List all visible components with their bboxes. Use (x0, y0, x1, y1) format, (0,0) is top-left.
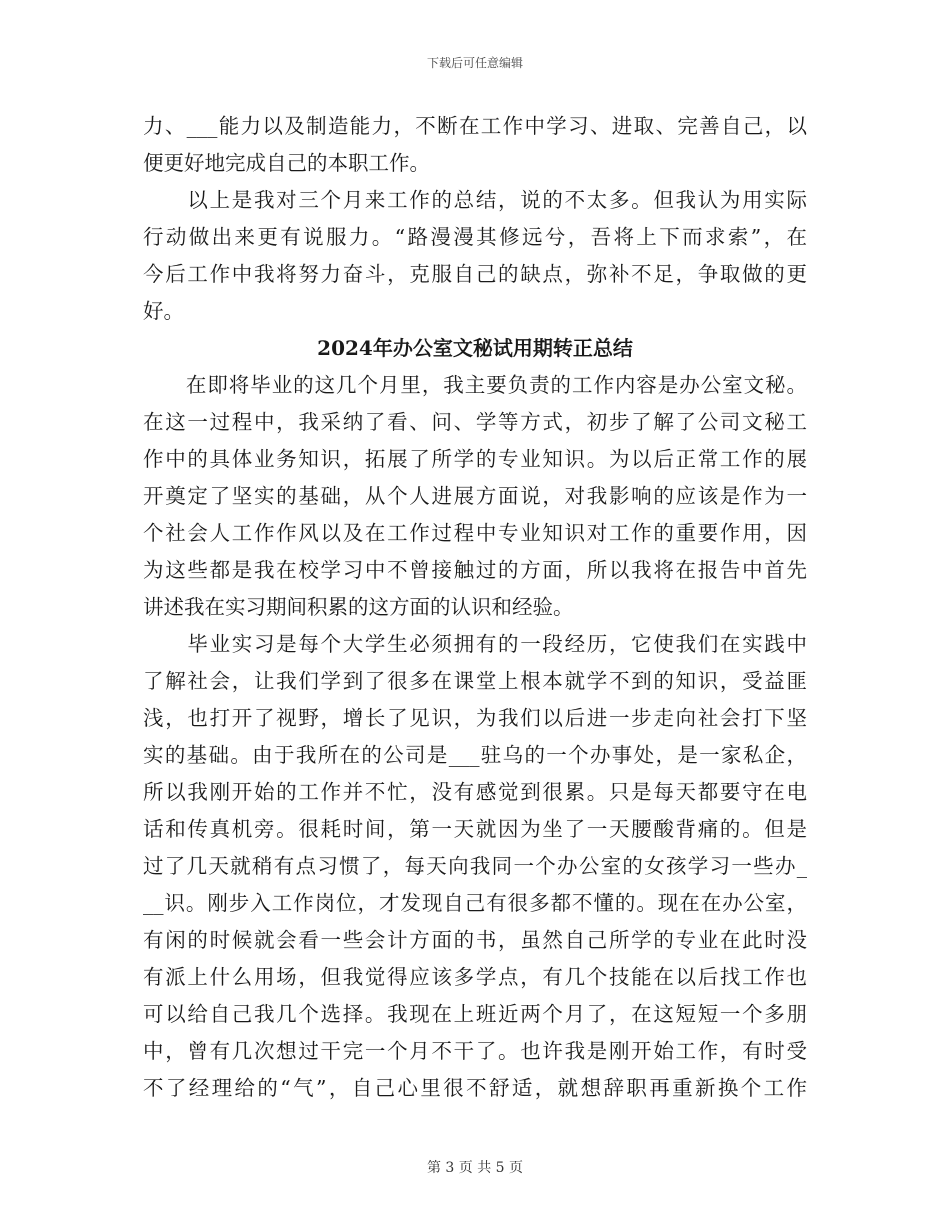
text-line: 便更好地完成自己的本职工作。 (143, 151, 430, 175)
text-line: 个社会人工作作风以及在工作过程中专业知识对工作的重要作用，因 (143, 521, 807, 545)
text-line: 力、___能力以及制造能力，不断在工作中学习、进取、完善自己，以 (143, 114, 807, 138)
text-line: 所以我刚开始的工作并不忙，没有感觉到很累。只是每天都要守在电 (143, 780, 807, 804)
text-line: 讲述我在实习期间积累的这方面的认识和经验。 (143, 595, 574, 619)
text-line: 了解社会，让我们学到了很多在课堂上根本就学不到的知识，受益匪 (143, 669, 807, 693)
document-body (143, 108, 807, 1107)
text-line: 不了经理给的“气”，自己心里很不舒适，就想辞职再重新换个工作 (143, 1076, 807, 1100)
text-line: 以上是我对三个月来工作的总结，说的不太多。但我认为用实际 (143, 188, 807, 212)
text-line: 在即将毕业的这几个月里，我主要负责的工作内容是办公室文秘。 (143, 373, 807, 397)
text-line: 实的基础。由于我所在的公司是___驻乌的一个办事处，是一家私企， (143, 743, 807, 767)
text-line: 话和传真机旁。很耗时间，第一天就因为坐了一天腰酸背痛的。但是 (143, 817, 807, 841)
page-header: 下载后可任意编辑 (426, 56, 523, 70)
text-line: 中，曾有几次想过干完一个月不干了。也许我是刚开始工作，有时受 (143, 1039, 807, 1063)
text-line: 好。 (143, 299, 184, 323)
text-line: 在这一过程中，我采纳了看、问、学等方式，初步了解了公司文秘工 (143, 410, 807, 434)
text-line: 可以给自己我几个选择。我现在上班近两个月了，在这短短一个多朋 (143, 1002, 807, 1026)
text-line: 作中的具体业务知识，拓展了所学的专业知识。为以后正常工作的展 (143, 447, 807, 471)
page-footer: 第 3 页 共 5 页 (426, 1160, 524, 1176)
section-title: 2024年办公室文秘试用期转正总结 (317, 336, 633, 360)
text-line: 开奠定了坚实的基础，从个人进展方面说，对我影响的应该是作为一 (143, 484, 807, 508)
text-line: 有派上什么用场，但我觉得应该多学点，有几个技能在以后找工作也 (143, 965, 807, 989)
text-line: 浅，也打开了视野，增长了见识，为我们以后进一步走向社会打下坚 (143, 706, 807, 730)
text-line: 过了几天就稍有点习惯了，每天向我同一个办公室的女孩学习一些办_ (143, 854, 807, 878)
text-line: 今后工作中我将努力奋斗，克服自己的缺点，弥补不足，争取做的更 (143, 262, 807, 286)
text-line: 为这些都是我在校学习中不曾接触过的方面，所以我将在报告中首先 (143, 558, 807, 582)
text-line: 有闲的时候就会看一些会计方面的书，虽然自己所学的专业在此时没 (143, 928, 807, 952)
text-line: 毕业实习是每个大学生必须拥有的一段经历，它使我们在实践中 (143, 632, 807, 656)
text-line: __识。刚步入工作岗位，才发现自己有很多都不懂的。现在在办公室， (143, 891, 807, 915)
text-line: 行动做出来更有说服力。“路漫漫其修远兮，吾将上下而求索”，在 (143, 225, 807, 249)
